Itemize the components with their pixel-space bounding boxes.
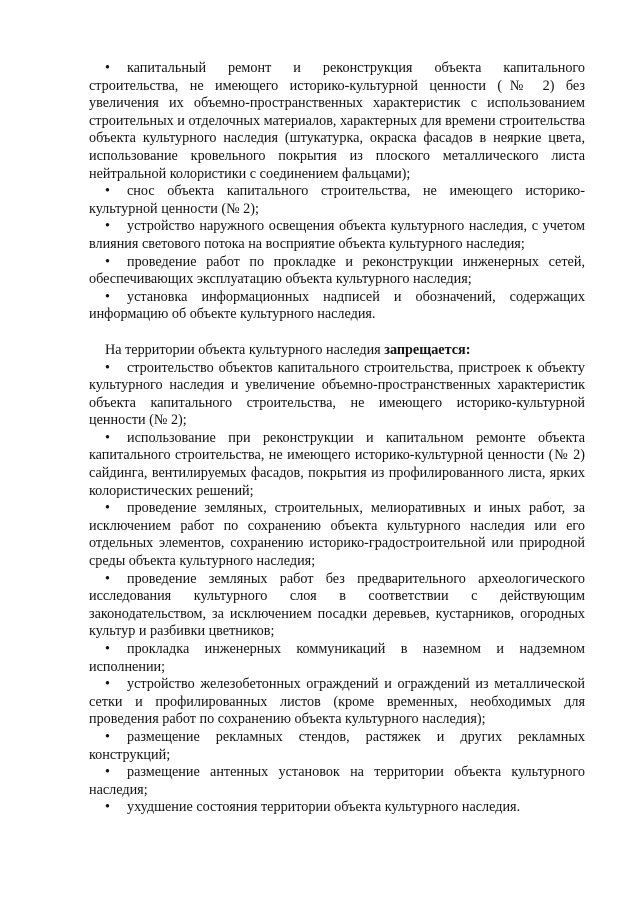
bullet-icon: • bbox=[105, 764, 110, 781]
list-item-text: проведение земляных работ без предварительного археологического исследования культурного слоя в соответствии с действующим законодательством, за исключением посадки деревьев, кустарников, огородных культур и разбивки цветников; bbox=[89, 570, 585, 640]
intro-bold: запрещается: bbox=[384, 341, 471, 358]
list-item-text: прокладка инженерных коммуникаций в наземном и надземном исполнении; bbox=[89, 641, 585, 675]
list-item-text: устройство наружного освещения объекта культурного наследия, с учетом влияния светового потока на восприятие объекта культурного наследия; bbox=[89, 218, 585, 252]
list-item-text: капитальный ремонт и реконструкция объекта капитального строительства, не имеющего историко-культурной ценности (№ 2) без увеличения их объемно-пространственных характеристик с использованием строительных и отделочных материалов, характерных для времени строительства объекта культурного наследия (штукатурка, окраска фасадов в неяркие цвета, использование кровельного покрытия из плоского металлического листа нейтральной колористики с соединением фальцами); bbox=[89, 60, 585, 182]
prohibited-intro bbox=[89, 342, 585, 360]
bullet-icon: • bbox=[105, 799, 110, 816]
list-item bbox=[89, 289, 585, 324]
list-item-text: ухудшение состояния территории объекта культурного наследия. bbox=[127, 799, 521, 816]
list-item bbox=[89, 571, 585, 641]
list-item-text: проведение работ по прокладке и реконструкции инженерных сетей, обеспечивающих эксплуатацию объекта культурного наследия; bbox=[89, 253, 585, 288]
list-item-text: размещение рекламных стендов, растяжек и других рекламных конструкций; bbox=[89, 728, 585, 763]
list-item bbox=[89, 764, 585, 799]
bullet-icon: • bbox=[105, 359, 110, 376]
list-item-text: размещение антенных установок на территории объекта культурного наследия; bbox=[89, 764, 585, 798]
bullet-icon: • bbox=[105, 253, 110, 270]
bullet-icon: • bbox=[105, 676, 110, 693]
permitted-list bbox=[89, 60, 585, 324]
list-item-text: снос объекта капитального строительства, не имеющего историко-культурной ценности (№ 2); bbox=[89, 183, 585, 217]
bullet-icon: • bbox=[105, 500, 110, 517]
list-item-text: использование при реконструкции и капитальном ремонте объекта капитального строительства, не имеющего историко-культурной ценности (№ 2) сайдинга, вентилируемых фасадов, покрытия из профилированного листа, ярких колористических решений; bbox=[89, 429, 585, 499]
document-page bbox=[89, 60, 585, 817]
list-item bbox=[89, 60, 585, 183]
list-item bbox=[89, 799, 585, 817]
list-item bbox=[89, 430, 585, 500]
bullet-icon: • bbox=[105, 728, 110, 745]
bullet-icon: • bbox=[105, 60, 110, 76]
list-item-text: установка информационных надписей и обозначений, содержащих информацию об объекте культурного наследия. bbox=[89, 288, 585, 323]
list-item-text: проведение земляных, строительных, мелиоративных и иных работ, за исключением работ по сохранению объекта культурного наследия или его отдельных элементов, сохранению историко-градостроительной или природной среды объекта культурного наследия; bbox=[89, 500, 585, 570]
list-item-text: устройство железобетонных ограждений и ограждений из металлической сетки и профилированных листов (кроме временных, необходимых для проведения работ по сохранению объекта культурного наследия); bbox=[89, 676, 585, 728]
list-item bbox=[89, 183, 585, 218]
bullet-icon: • bbox=[105, 641, 110, 657]
list-item bbox=[89, 641, 585, 676]
bullet-icon: • bbox=[105, 218, 110, 235]
list-item bbox=[89, 729, 585, 764]
prohibited-list bbox=[89, 360, 585, 817]
bullet-icon: • bbox=[105, 288, 110, 305]
list-item bbox=[89, 254, 585, 289]
bullet-icon: • bbox=[105, 429, 110, 446]
list-item bbox=[89, 676, 585, 729]
list-item-text: строительство объектов капитального строительства, пристроек к объекту культурного наследия и увеличение объемно-пространственных характеристик объекта капитального строительства, не имеющего историко-культурной ценности (№ 2); bbox=[89, 359, 585, 429]
paragraph-gap bbox=[89, 324, 585, 342]
list-item bbox=[89, 360, 585, 430]
list-item bbox=[89, 218, 585, 253]
intro-text: На территории объекта культурного наследия bbox=[105, 341, 385, 358]
bullet-icon: • bbox=[105, 183, 110, 200]
bullet-icon: • bbox=[105, 570, 110, 587]
list-item bbox=[89, 500, 585, 570]
